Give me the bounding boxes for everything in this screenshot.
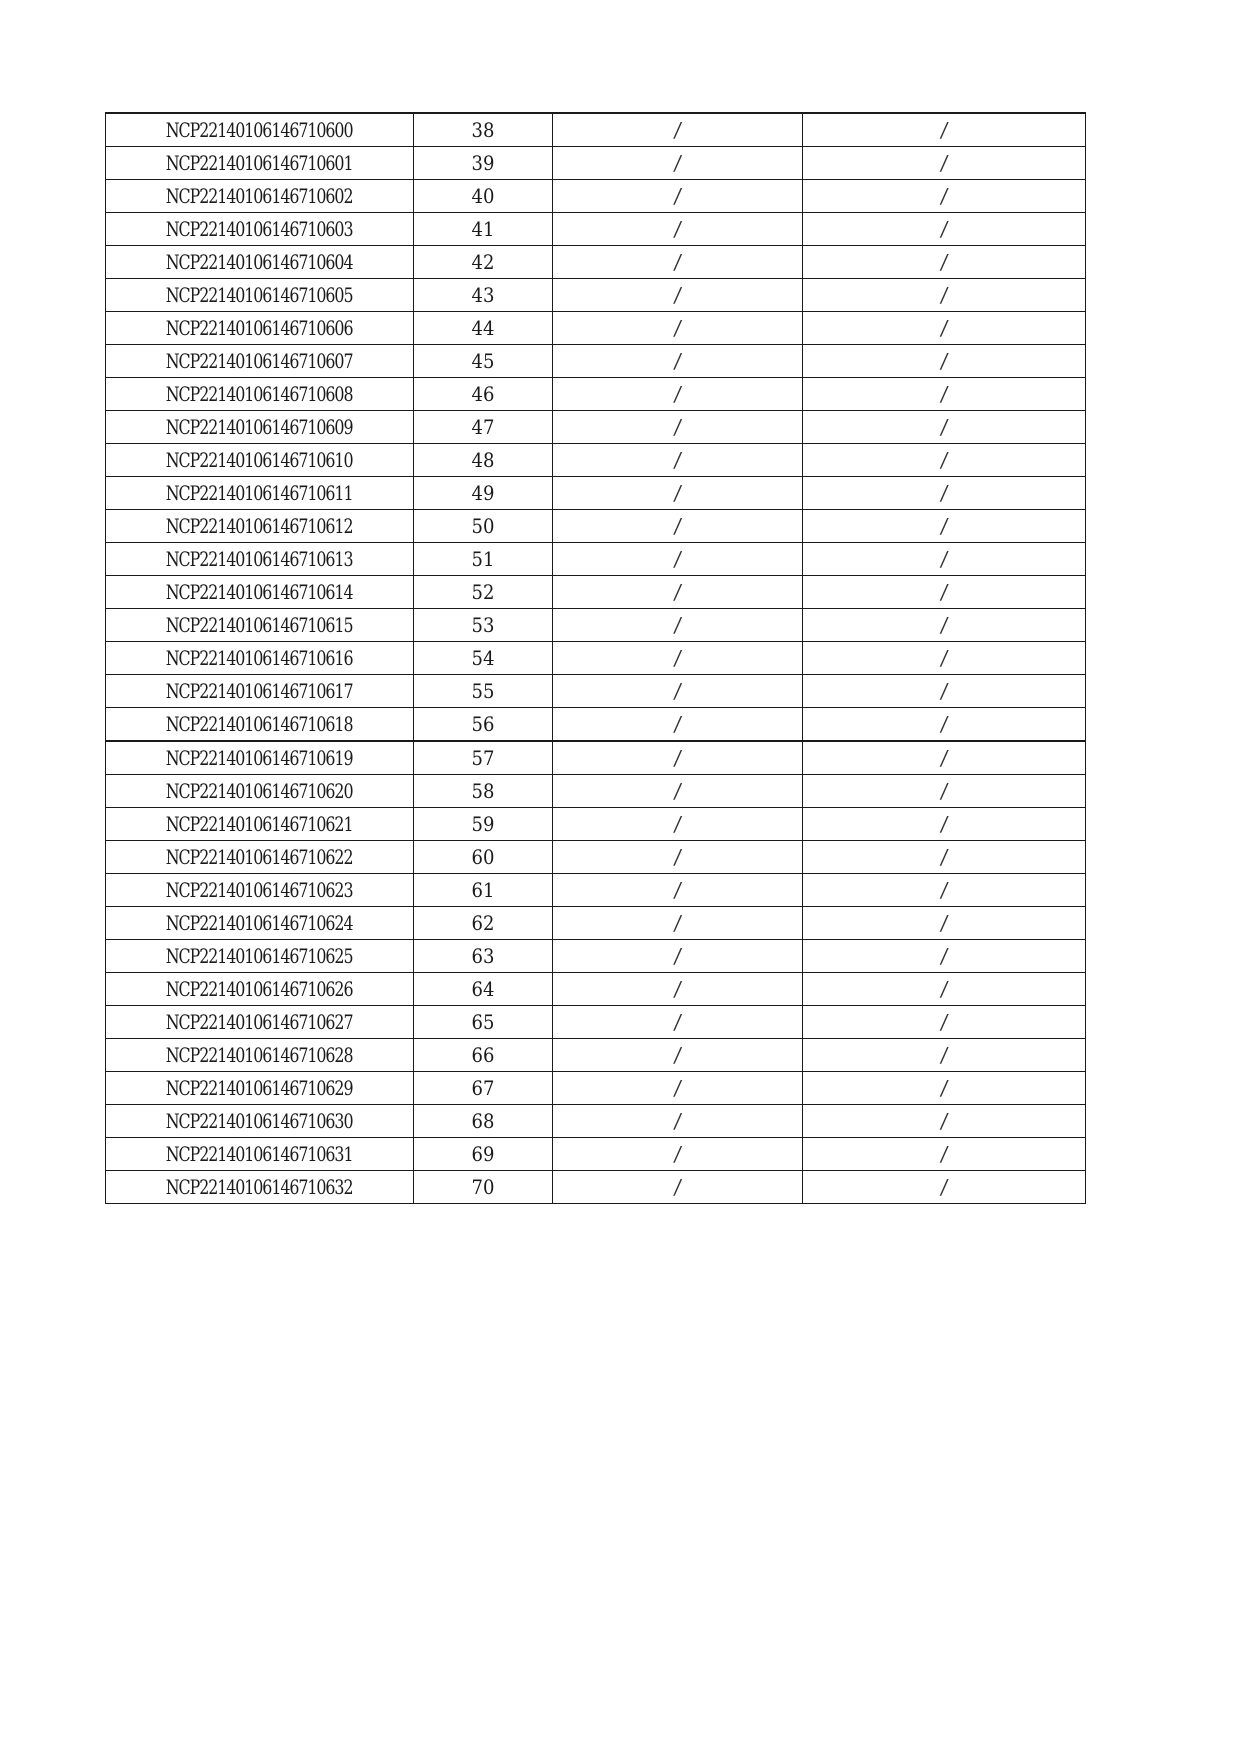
slash-mark-b: / [940,679,948,703]
result-b-cell [803,543,1086,576]
sample-code-cell [106,1039,414,1072]
slash-mark-a: / [674,316,681,340]
result-b-cell [803,279,1086,312]
result-a-cell [553,1105,803,1138]
sequence-number-cell: 69 [414,1138,553,1171]
slash-mark-a: / [674,151,681,175]
slash-mark-b: / [940,1142,948,1166]
sample-code-text: NCP22140106146710611 [166,481,353,505]
sample-code-cell [106,345,414,378]
result-a-cell [553,1039,803,1072]
sequence-number-cell: 54 [414,642,553,675]
sample-code-cell [106,609,414,642]
table-row [106,808,1086,841]
sequence-number-cell: 65 [414,1006,553,1039]
result-a-cell [553,543,803,576]
sequence-number-cell: 38 [414,113,553,147]
table-row [106,477,1086,510]
sample-code-cell [106,808,414,841]
result-b-cell [803,1138,1086,1171]
table-row [106,874,1086,907]
sample-code-cell [106,576,414,609]
table-row [106,675,1086,708]
slash-mark-a: / [674,812,681,836]
slash-mark-a: / [674,1109,681,1133]
result-a-cell [553,510,803,543]
sequence-number-cell: 68 [414,1105,553,1138]
slash-mark-b: / [940,812,948,836]
table-row [106,1039,1086,1072]
result-b-cell [803,510,1086,543]
table-row [106,1006,1086,1039]
slash-mark-b: / [940,580,948,604]
sample-code-cell [106,841,414,874]
result-b-cell [803,378,1086,411]
sample-code-text: NCP22140106146710603 [166,217,353,241]
result-a-cell [553,345,803,378]
sample-code-text: NCP22140106146710615 [166,613,353,637]
slash-mark-a: / [674,944,681,968]
sample-code-text: NCP22140106146710608 [166,382,353,406]
table-row [106,708,1086,742]
slash-mark-b: / [940,613,948,637]
result-b-cell [803,609,1086,642]
result-b-cell [803,1039,1086,1072]
result-b-cell [803,741,1086,775]
result-a-cell [553,609,803,642]
slash-mark-b: / [940,977,948,1001]
sample-code-text: NCP22140106146710623 [166,878,353,902]
result-a-cell [553,1006,803,1039]
slash-mark-b: / [940,514,948,538]
table-row [106,973,1086,1006]
sample-code-cell [106,973,414,1006]
sequence-number-cell: 53 [414,609,553,642]
sample-code-text: NCP22140106146710620 [166,779,353,803]
sample-code-cell [106,477,414,510]
slash-mark-a: / [674,481,681,505]
table-row [106,775,1086,808]
result-b-cell [803,345,1086,378]
sample-code-cell [106,147,414,180]
sequence-number-cell: 45 [414,345,553,378]
sequence-number-cell: 66 [414,1039,553,1072]
result-b-cell [803,477,1086,510]
result-a-cell [553,1072,803,1105]
sequence-number-cell: 57 [414,741,553,775]
sample-code-cell [106,675,414,708]
sample-code-cell [106,213,414,246]
result-b-cell [803,841,1086,874]
slash-mark-a: / [674,118,681,142]
result-b-cell [803,1171,1086,1204]
sequence-number-cell: 67 [414,1072,553,1105]
slash-mark-a: / [674,184,681,208]
results-table-body [106,113,1086,1204]
sample-code-text: NCP22140106146710610 [166,448,353,472]
slash-mark-b: / [940,1175,948,1199]
sample-code-cell [106,874,414,907]
result-a-cell [553,907,803,940]
result-b-cell [803,113,1086,147]
sequence-number-cell: 40 [414,180,553,213]
result-b-cell [803,808,1086,841]
sample-code-cell [106,1105,414,1138]
result-b-cell [803,675,1086,708]
sample-code-text: NCP22140106146710600 [166,118,353,142]
sample-code-text: NCP22140106146710627 [166,1010,353,1034]
slash-mark-b: / [940,349,948,373]
slash-mark-a: / [674,382,681,406]
result-b-cell [803,213,1086,246]
table-row [106,642,1086,675]
sample-code-cell [106,708,414,742]
sequence-number-cell: 50 [414,510,553,543]
slash-mark-b: / [940,283,948,307]
table-row [106,940,1086,973]
sample-code-cell [106,775,414,808]
sample-code-text: NCP22140106146710629 [166,1076,353,1100]
slash-mark-b: / [940,746,948,770]
result-a-cell [553,808,803,841]
sample-code-text: NCP22140106146710619 [166,746,353,770]
sequence-number-cell: 56 [414,708,553,742]
slash-mark-a: / [674,349,681,373]
table-row [106,576,1086,609]
sample-code-cell [106,1138,414,1171]
sample-code-text: NCP22140106146710621 [166,812,353,836]
result-a-cell [553,180,803,213]
sample-code-text: NCP22140106146710609 [166,415,353,439]
slash-mark-a: / [674,746,681,770]
sample-code-text: NCP22140106146710606 [166,316,353,340]
table-row [106,246,1086,279]
sample-code-text: NCP22140106146710617 [166,679,353,703]
sample-code-text: NCP22140106146710614 [166,580,353,604]
results-table [105,112,1086,1204]
slash-mark-b: / [940,415,948,439]
result-b-cell [803,874,1086,907]
sequence-number-cell: 58 [414,775,553,808]
result-b-cell [803,180,1086,213]
sequence-number-cell: 60 [414,841,553,874]
slash-mark-b: / [940,1043,948,1067]
sample-code-text: NCP22140106146710601 [166,151,353,175]
slash-mark-b: / [940,779,948,803]
table-row [106,1105,1086,1138]
sequence-number-cell: 70 [414,1171,553,1204]
slash-mark-b: / [940,944,948,968]
slash-mark-a: / [674,547,681,571]
slash-mark-b: / [940,911,948,935]
sequence-number-cell: 52 [414,576,553,609]
table-row [106,510,1086,543]
sequence-number-cell: 47 [414,411,553,444]
result-a-cell [553,279,803,312]
table-row [106,411,1086,444]
sample-code-text: NCP22140106146710605 [166,283,353,307]
sample-code-cell [106,1171,414,1204]
result-a-cell [553,1171,803,1204]
result-b-cell [803,775,1086,808]
sample-code-text: NCP22140106146710612 [166,514,353,538]
table-row [106,609,1086,642]
slash-mark-a: / [674,415,681,439]
result-b-cell [803,940,1086,973]
sequence-number-cell: 61 [414,874,553,907]
result-a-cell [553,775,803,808]
sequence-number-cell: 63 [414,940,553,973]
result-a-cell [553,113,803,147]
table-row [106,213,1086,246]
slash-mark-a: / [674,977,681,1001]
sample-code-cell [106,642,414,675]
result-b-cell [803,411,1086,444]
sample-code-text: NCP22140106146710622 [166,845,353,869]
slash-mark-a: / [674,1076,681,1100]
slash-mark-a: / [674,448,681,472]
result-a-cell [553,1138,803,1171]
sample-code-text: NCP22140106146710625 [166,944,353,968]
table-row [106,113,1086,147]
result-a-cell [553,874,803,907]
result-b-cell [803,444,1086,477]
sample-code-text: NCP22140106146710626 [166,977,353,1001]
sequence-number-cell: 46 [414,378,553,411]
slash-mark-b: / [940,1076,948,1100]
table-row [106,312,1086,345]
slash-mark-b: / [940,712,948,736]
sample-code-cell [106,907,414,940]
table-row [106,147,1086,180]
slash-mark-a: / [674,1175,681,1199]
slash-mark-a: / [674,712,681,736]
table-row [106,1138,1086,1171]
table-row [106,378,1086,411]
result-b-cell [803,312,1086,345]
sample-code-cell [106,510,414,543]
sequence-number-cell: 51 [414,543,553,576]
result-a-cell [553,940,803,973]
slash-mark-a: / [674,779,681,803]
sequence-number-cell: 42 [414,246,553,279]
slash-mark-a: / [674,580,681,604]
result-a-cell [553,642,803,675]
sample-code-text: NCP22140106146710631 [166,1142,353,1166]
sample-code-text: NCP22140106146710604 [166,250,353,274]
slash-mark-a: / [674,878,681,902]
sequence-number-cell: 62 [414,907,553,940]
result-b-cell [803,907,1086,940]
sample-code-cell [106,378,414,411]
result-b-cell [803,576,1086,609]
sequence-number-cell: 43 [414,279,553,312]
slash-mark-b: / [940,448,948,472]
slash-mark-a: / [674,1010,681,1034]
sequence-number-cell: 41 [414,213,553,246]
result-a-cell [553,477,803,510]
slash-mark-b: / [940,481,948,505]
slash-mark-a: / [674,646,681,670]
slash-mark-b: / [940,646,948,670]
table-row [106,180,1086,213]
sequence-number-cell: 44 [414,312,553,345]
result-a-cell [553,246,803,279]
sequence-number-cell: 55 [414,675,553,708]
slash-mark-b: / [940,845,948,869]
result-b-cell [803,1072,1086,1105]
sample-code-cell [106,312,414,345]
slash-mark-b: / [940,217,948,241]
slash-mark-b: / [940,118,948,142]
result-a-cell [553,741,803,775]
result-b-cell [803,1006,1086,1039]
result-a-cell [553,411,803,444]
result-a-cell [553,576,803,609]
sample-code-text: NCP22140106146710630 [166,1109,353,1133]
result-a-cell [553,378,803,411]
slash-mark-a: / [674,1142,681,1166]
table-row [106,543,1086,576]
table-row [106,345,1086,378]
table-row [106,841,1086,874]
result-a-cell [553,213,803,246]
slash-mark-a: / [674,613,681,637]
sequence-number-cell: 49 [414,477,553,510]
sample-code-cell [106,940,414,973]
sample-code-cell [106,543,414,576]
sample-code-text: NCP22140106146710616 [166,646,353,670]
result-b-cell [803,973,1086,1006]
result-a-cell [553,841,803,874]
slash-mark-a: / [674,679,681,703]
table-row [106,907,1086,940]
table-row [106,1171,1086,1204]
sample-code-text: NCP22140106146710618 [166,712,353,736]
sample-code-cell [106,444,414,477]
sample-code-cell [106,113,414,147]
result-b-cell [803,246,1086,279]
sample-code-cell [106,246,414,279]
sample-code-text: NCP22140106146710632 [166,1175,353,1199]
slash-mark-b: / [940,382,948,406]
table-row [106,279,1086,312]
sample-code-text: NCP22140106146710607 [166,349,353,373]
sample-code-cell [106,741,414,775]
slash-mark-b: / [940,547,948,571]
result-a-cell [553,147,803,180]
slash-mark-a: / [674,283,681,307]
result-b-cell [803,1105,1086,1138]
result-b-cell [803,147,1086,180]
table-row [106,1072,1086,1105]
slash-mark-a: / [674,250,681,274]
slash-mark-b: / [940,878,948,902]
sample-code-text: NCP22140106146710613 [166,547,353,571]
slash-mark-a: / [674,845,681,869]
sequence-number-cell: 39 [414,147,553,180]
result-b-cell [803,642,1086,675]
sample-code-cell [106,1072,414,1105]
sample-code-cell [106,279,414,312]
sequence-number-cell: 59 [414,808,553,841]
result-a-cell [553,312,803,345]
table-row [106,444,1086,477]
slash-mark-b: / [940,1109,948,1133]
result-a-cell [553,973,803,1006]
slash-mark-a: / [674,514,681,538]
sequence-number-cell: 48 [414,444,553,477]
result-a-cell [553,675,803,708]
slash-mark-b: / [940,250,948,274]
slash-mark-b: / [940,184,948,208]
result-a-cell [553,444,803,477]
sample-code-text: NCP22140106146710628 [166,1043,353,1067]
sample-code-cell [106,1006,414,1039]
sample-code-text: NCP22140106146710624 [166,911,353,935]
table-row [106,741,1086,775]
sample-code-text: NCP22140106146710602 [166,184,353,208]
slash-mark-a: / [674,217,681,241]
sequence-number-cell: 64 [414,973,553,1006]
slash-mark-b: / [940,316,948,340]
slash-mark-a: / [674,1043,681,1067]
slash-mark-a: / [674,911,681,935]
slash-mark-b: / [940,1010,948,1034]
result-b-cell [803,708,1086,742]
slash-mark-b: / [940,151,948,175]
sample-code-cell [106,411,414,444]
result-a-cell [553,708,803,742]
sample-code-cell [106,180,414,213]
